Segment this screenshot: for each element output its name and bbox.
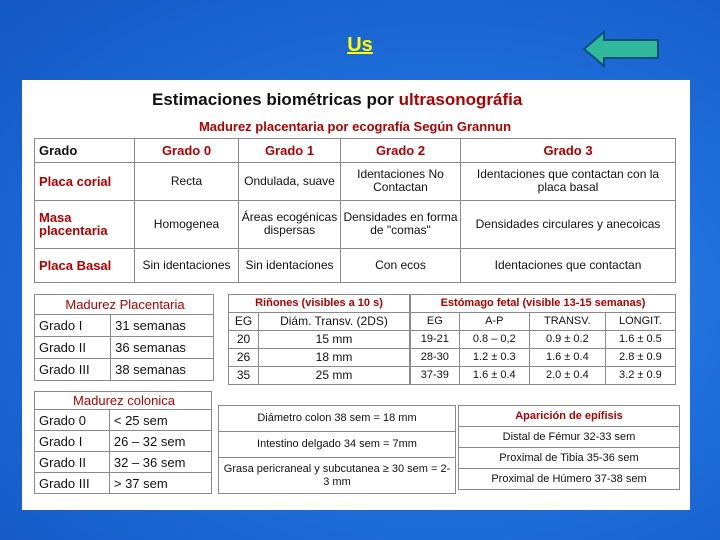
- rinones-table: [228, 294, 410, 385]
- rinones-cell: 20: [229, 331, 259, 349]
- rinones-cell: 15 mm: [259, 331, 410, 349]
- grade-cell: Grado III: [35, 359, 111, 381]
- content-heading: [152, 90, 522, 110]
- grannun-row-label: Placa corial: [35, 162, 135, 200]
- grannun-cell: Con ecos: [341, 248, 461, 282]
- estomago-cell: 1.6 ± 0.4: [459, 367, 529, 385]
- grannun-header: Grado: [35, 138, 135, 162]
- estomago-cell: 2.8 ± 0.9: [605, 349, 675, 367]
- estomago-header: TRANSV.: [529, 313, 605, 331]
- back-arrow-icon: [584, 32, 658, 66]
- rinones-caption: Riñones (visibles a 10 s): [229, 295, 410, 313]
- grannun-cell: Ondulada, suave: [239, 162, 341, 200]
- grannun-cell: Densidades en forma de "comas": [341, 200, 461, 248]
- estomago-header: A-P: [459, 313, 529, 331]
- rinones-cell: 25 mm: [259, 367, 410, 385]
- weeks-cell: 38 semanas: [111, 359, 214, 381]
- estomago-header: EG: [411, 313, 460, 331]
- grannun-header: Grado 0: [135, 138, 239, 162]
- estomago-caption: Estómago fetal (visible 13-15 semanas): [411, 295, 676, 313]
- madurez-placentaria-caption: Madurez Placentaria: [35, 295, 214, 315]
- rinones-header: Diám. Transv. (2DS): [259, 313, 410, 331]
- estomago-cell: 37-39: [411, 367, 460, 385]
- estomago-cell: 1.6 ± 0.4: [529, 349, 605, 367]
- epifisis-cell: Proximal de Húmero 37-38 sem: [459, 469, 680, 490]
- madurez-colonica-caption: Madurez colonica: [35, 392, 212, 410]
- estomago-table: [410, 294, 676, 385]
- intestino-cell: Diámetro colon 38 sem = 18 mm: [219, 406, 456, 432]
- grannun-cell: Identaciones que contactan: [461, 248, 676, 282]
- grannun-cell: Identaciones que contactan con la placa basal: [461, 162, 676, 200]
- estomago-cell: 1.6 ± 0.5: [605, 331, 675, 349]
- slide-title: Us: [347, 34, 373, 56]
- estomago-cell: 2.0 ± 0.4: [529, 367, 605, 385]
- weeks-cell: 31 semanas: [111, 315, 214, 337]
- grannun-row-label: Placa Basal: [35, 248, 135, 282]
- grade-cell: Grado II: [35, 337, 111, 359]
- grannun-cell: Recta: [135, 162, 239, 200]
- grannun-cell: Sin identaciones: [239, 248, 341, 282]
- grannun-header: Grado 2: [341, 138, 461, 162]
- estomago-cell: 3.2 ± 0.9: [605, 367, 675, 385]
- madurez-placentaria-table: [34, 294, 214, 381]
- grade-cell: Grado I: [35, 431, 110, 452]
- intestino-table: [218, 405, 456, 494]
- grannun-cell: Sin identaciones: [135, 248, 239, 282]
- grannun-header: Grado 3: [461, 138, 676, 162]
- epifisis-caption: Aparición de epífisis: [459, 406, 680, 427]
- estomago-cell: 0.8 – 0,2: [459, 331, 529, 349]
- grade-cell: Grado 0: [35, 410, 110, 431]
- grade-cell: Grado I: [35, 315, 111, 337]
- weeks-cell: 26 – 32 sem: [109, 431, 211, 452]
- heading-prefix: Estimaciones biométricas por: [152, 90, 399, 109]
- epifisis-cell: Proximal de Tibia 35-36 sem: [459, 448, 680, 469]
- slide-content: [22, 80, 690, 510]
- grannun-cell: Homogenea: [135, 200, 239, 248]
- grannun-cell: Identaciones No Contactan: [341, 162, 461, 200]
- weeks-cell: < 25 sem: [109, 410, 211, 431]
- grannun-cell: Áreas ecogénicas dispersas: [239, 200, 341, 248]
- rinones-cell: 26: [229, 349, 259, 367]
- grannun-header: Grado 1: [239, 138, 341, 162]
- estomago-cell: 1.2 ± 0.3: [459, 349, 529, 367]
- rinones-cell: 18 mm: [259, 349, 410, 367]
- grannun-cell: Densidades circulares y anecoicas: [461, 200, 676, 248]
- madurez-colonica-table: [34, 391, 212, 494]
- estomago-cell: 0.9 ± 0.2: [529, 331, 605, 349]
- grade-cell: Grado III: [35, 473, 110, 494]
- heading-highlight: ultrasonográfia: [398, 90, 523, 109]
- grannun-row-label: Masa placentaria: [35, 200, 135, 248]
- estomago-cell: 19-21: [411, 331, 460, 349]
- intestino-cell: Grasa pericraneal y subcutanea ≥ 30 sem = 2-3 mm: [219, 458, 456, 494]
- estomago-header: LONGIT.: [605, 313, 675, 331]
- weeks-cell: > 37 sem: [109, 473, 211, 494]
- back-arrow-button[interactable]: [582, 30, 660, 68]
- weeks-cell: 36 semanas: [111, 337, 214, 359]
- rinones-header: EG: [229, 313, 259, 331]
- weeks-cell: 32 – 36 sem: [109, 452, 211, 473]
- grade-cell: Grado II: [35, 452, 110, 473]
- estomago-cell: 28-30: [411, 349, 460, 367]
- intestino-cell: Intestino delgado 34 sem = 7mm: [219, 432, 456, 458]
- epifisis-table: [458, 405, 680, 490]
- rinones-cell: 35: [229, 367, 259, 385]
- epifisis-cell: Distal de Fémur 32-33 sem: [459, 427, 680, 448]
- grannun-table: [34, 116, 676, 283]
- grannun-caption: Madurez placentaria por ecografía Según Grannun: [35, 116, 676, 138]
